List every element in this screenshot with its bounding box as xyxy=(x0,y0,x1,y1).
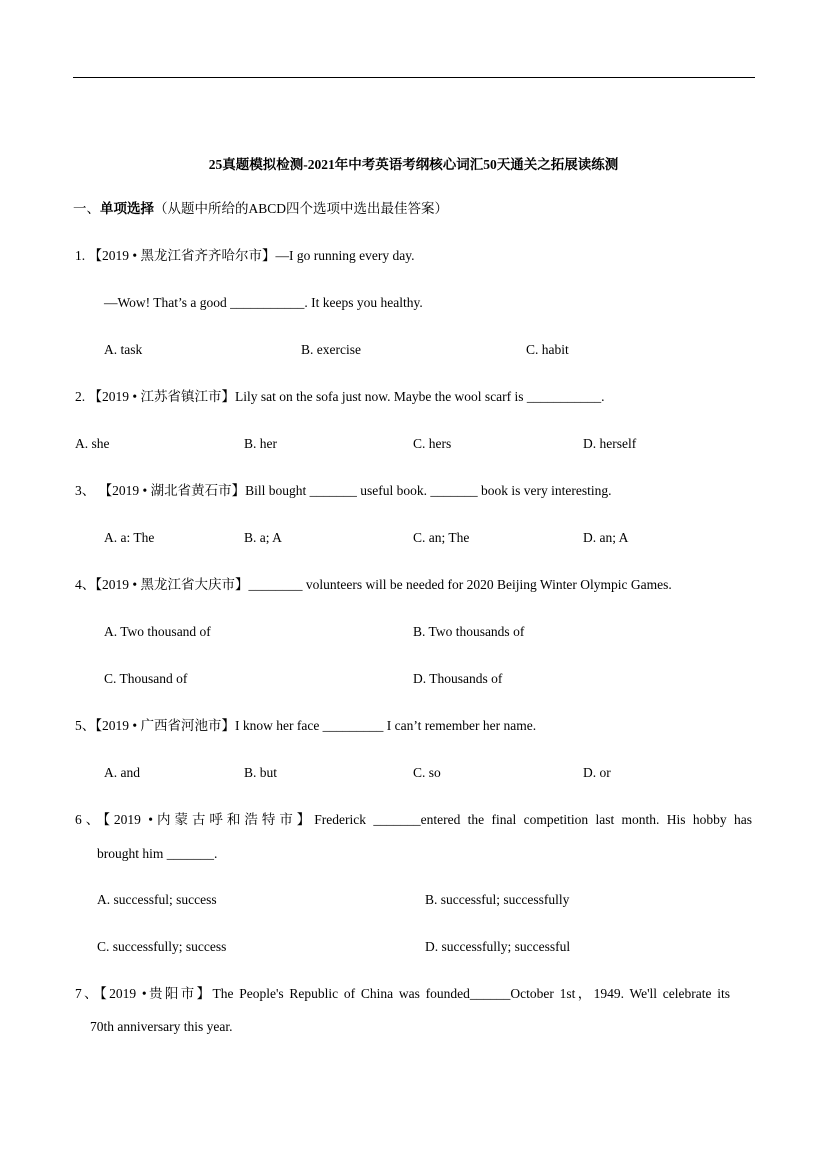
question-6-option-a: A. successful; success xyxy=(97,892,217,907)
question-4-stem: 4、【2019 • 黑龙江省大庆市】________ volunteers will be needed for 2020 Beijing Winter Olympic Games. xyxy=(75,577,672,592)
section-note: （从题中所给的ABCD四个选项中选出最佳答案） xyxy=(154,201,449,216)
section-heading xyxy=(73,200,448,218)
question-6-option-b: B. successful; successfully xyxy=(425,892,570,907)
question-6-option-d: D. successfully; successful xyxy=(425,939,571,954)
question-3-option-a: A. a: The xyxy=(104,530,155,545)
question-6-option-c: C. successfully; success xyxy=(97,939,227,954)
question-1-stem-cont: —Wow! That’s a good ___________. It keeps you healthy. xyxy=(104,295,423,310)
question-4-option-c: C. Thousand of xyxy=(104,671,188,686)
question-2-stem: 2. 【2019 • 江苏省镇江市】Lily sat on the sofa just now. Maybe the wool scarf is ___________. xyxy=(75,389,605,404)
question-3-option-c: C. an; The xyxy=(413,530,470,545)
question-2-option-a: A. she xyxy=(75,436,110,451)
question-1-option-a: A. task xyxy=(104,342,143,357)
question-5-option-a: A. and xyxy=(104,765,140,780)
question-1-option-c: C. habit xyxy=(526,342,569,357)
question-3-stem: 3、 【2019 • 湖北省黄石市】Bill bought _______ useful book. _______ book is very interesting. xyxy=(75,483,612,498)
question-5-option-c: C. so xyxy=(413,765,441,780)
question-4-option-d: D. Thousands of xyxy=(413,671,503,686)
question-4-option-b: B. Two thousands of xyxy=(413,624,525,639)
header-rule xyxy=(73,77,755,78)
question-2-option-d: D. herself xyxy=(583,436,637,451)
question-1-stem: 1. 【2019 • 黑龙江省齐齐哈尔市】—I go running every day. xyxy=(75,248,415,263)
question-5-stem: 5、【2019 • 广西省河池市】I know her face _________ I can’t remember her name. xyxy=(75,718,537,733)
page-title: 25真题模拟检测-2021年中考英语考纲核心词汇50天通关之拓展读练测 xyxy=(208,157,619,172)
question-7-stem: 7、【2019 •贵阳市】The People's Republic of China was founded______October 1st，1949. We'll celebrate its xyxy=(75,986,730,1001)
question-3-option-b: B. a; A xyxy=(244,530,282,545)
question-2-option-c: C. hers xyxy=(413,436,452,451)
question-7-stem-cont: 70th anniversary this year. xyxy=(90,1019,233,1034)
question-5-option-d: D. or xyxy=(583,765,611,780)
question-1-option-b: B. exercise xyxy=(301,342,361,357)
question-6-stem-cont: brought him _______. xyxy=(97,846,218,861)
section-prefix: 一、 xyxy=(73,201,100,216)
question-4-option-a: A. Two thousand of xyxy=(104,624,211,639)
question-6-stem: 6、【2019 •内蒙古呼和浩特市】Frederick _______entered the final competition last month. His hobby has xyxy=(75,812,752,827)
section-label: 单项选择 xyxy=(100,201,154,216)
question-3-option-d: D. an; A xyxy=(583,530,629,545)
question-2-option-b: B. her xyxy=(244,436,277,451)
question-5-option-b: B. but xyxy=(244,765,278,780)
